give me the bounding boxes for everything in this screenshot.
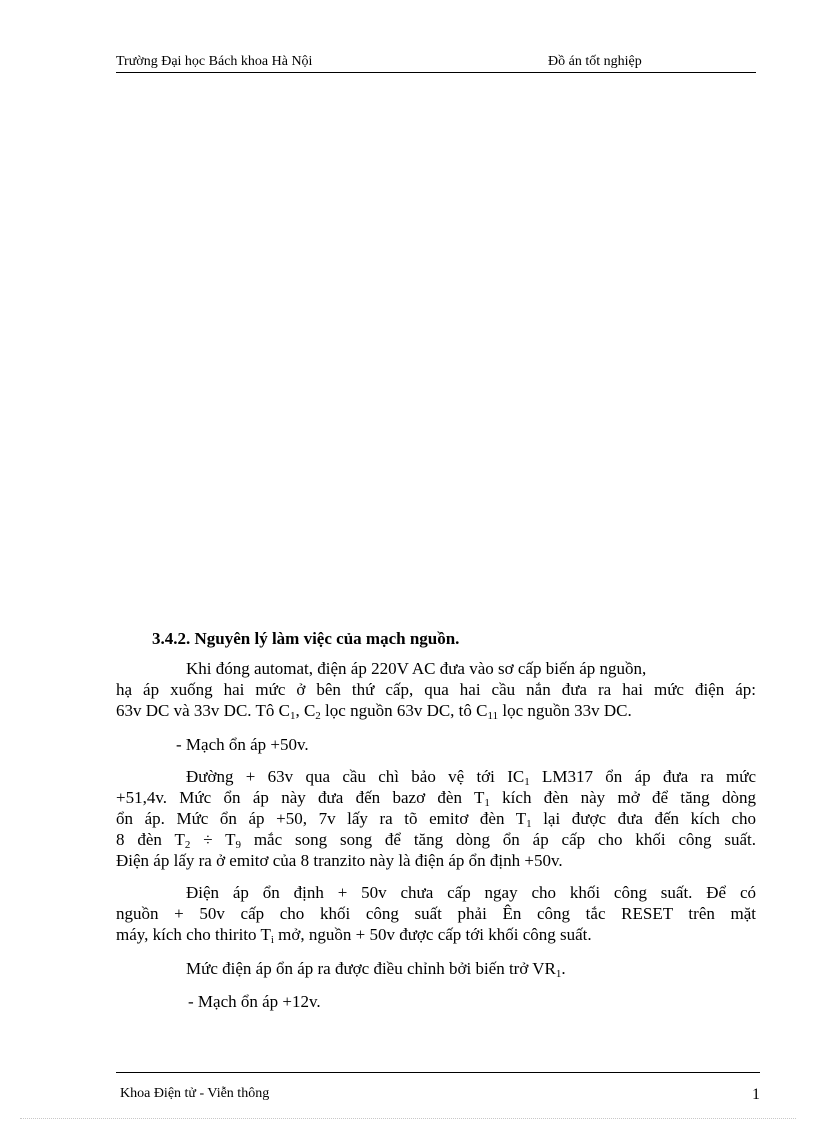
paragraph-1 [116,658,756,721]
p3-line-3 [116,924,756,945]
p2-l1-text-a: Đường + 63v qua cầu chì bảo vệ tới IC [186,767,525,786]
p3-line-1: Điện áp ổn định + 50v chưa cấp ngay cho khối công suất. Để có [186,883,756,902]
p2-l3-text-a: ổn áp. Mức ổn áp +50, 7v lấy ra tõ emitơ đèn T [116,809,527,828]
paragraph-4 [116,958,756,979]
p2-l3-sub: 1 [526,818,532,830]
header-doc-type: Đồ án tốt nghiệp [548,54,642,69]
item-2-text: - Mạch ổn áp +12v. [188,992,321,1011]
p4-text-b: . [561,959,566,978]
list-item-2 [188,991,756,1012]
p1-l3-sub-3: 11 [487,710,499,722]
p4-sub: 1 [555,968,562,980]
p1-line-2: hạ áp xuống hai mức ở bên thứ cấp, qua hai cầu nắn đưa ra hai mức điện áp: [116,680,756,699]
p2-l4-sub-1: 2 [184,839,191,851]
p1-line-1: Khi đóng automat, điện áp 220V AC đưa vào sơ cấp biến áp nguồn, [186,659,647,678]
p1-line-3 [116,700,756,721]
p3-line-2: nguồn + 50v cấp cho khối công suất phải Ên công tắc RESET trên mặt [116,904,756,923]
p3-l3-text-a: máy, kích cho thirito T [116,925,271,944]
p2-l2-text-a: +51,4v. Mức ổn áp này đưa đến bazơ đèn T [116,788,485,807]
page-bottom-border [20,1118,796,1119]
footer-rule [116,1072,760,1073]
p2-l1-sub: 1 [524,776,530,788]
section-heading: 3.4.2. Nguyên lý làm việc của mạch nguồn. [152,629,460,648]
p2-l3-text-b: lại được đưa đến kích cho [531,809,756,828]
p2-l2-text-b: kích đèn này mở để tăng dòng [489,788,756,807]
p2-l4-sub-2: 9 [235,839,241,851]
p2-l4-text-c: mắc song song để tăng dòng ổn áp cấp cho khối công suất. [240,830,757,849]
p2-line-3 [116,808,756,829]
paragraph-2 [116,766,756,871]
p2-line-2 [116,787,756,808]
p2-l1-text-b: LM317 ổn áp đưa ra mức [529,767,756,786]
item-1-text: - Mạch ổn áp +50v. [176,735,309,754]
p1-l3-sub-1: 1 [289,710,296,722]
p3-l3-text-b: mở, nguồn + 50v được cấp tới khối công suất. [273,925,592,944]
p4-line-1 [116,958,756,979]
p2-l4-text-b: ÷ T [190,830,236,849]
p2-line-4 [116,829,756,850]
header-university: Trường Đại học Bách khoa Hà Nội [116,54,313,69]
footer-department: Khoa Điện tử - Viễn thông [120,1086,270,1101]
p1-l3-text-a: 63v DC và 33v DC. Tô C [116,701,290,720]
paragraph-3 [116,882,756,945]
p1-l3-sub-2: 2 [315,710,321,722]
p2-l2-sub: 1 [484,797,490,809]
p2-line-5: Điện áp lấy ra ở emitơ của 8 tranzito này là điện áp ổn định +50v. [116,851,563,870]
page-header [116,52,756,73]
page-number: 1 [752,1086,760,1103]
p1-l3-text-c: lọc nguồn 63v DC, tô C [320,701,488,720]
p2-line-1 [116,766,756,787]
p3-l3-sub: i [270,934,274,946]
p2-l4-text-a: 8 đèn T [116,830,185,849]
list-item-1 [176,734,756,755]
p1-l3-text-d: lọc nguồn 33v DC. [498,701,632,720]
p1-l3-text-b: , C [295,701,316,720]
p4-text-a: Mức điện áp ổn áp ra được điều chỉnh bởi biến trở VR [186,959,556,978]
